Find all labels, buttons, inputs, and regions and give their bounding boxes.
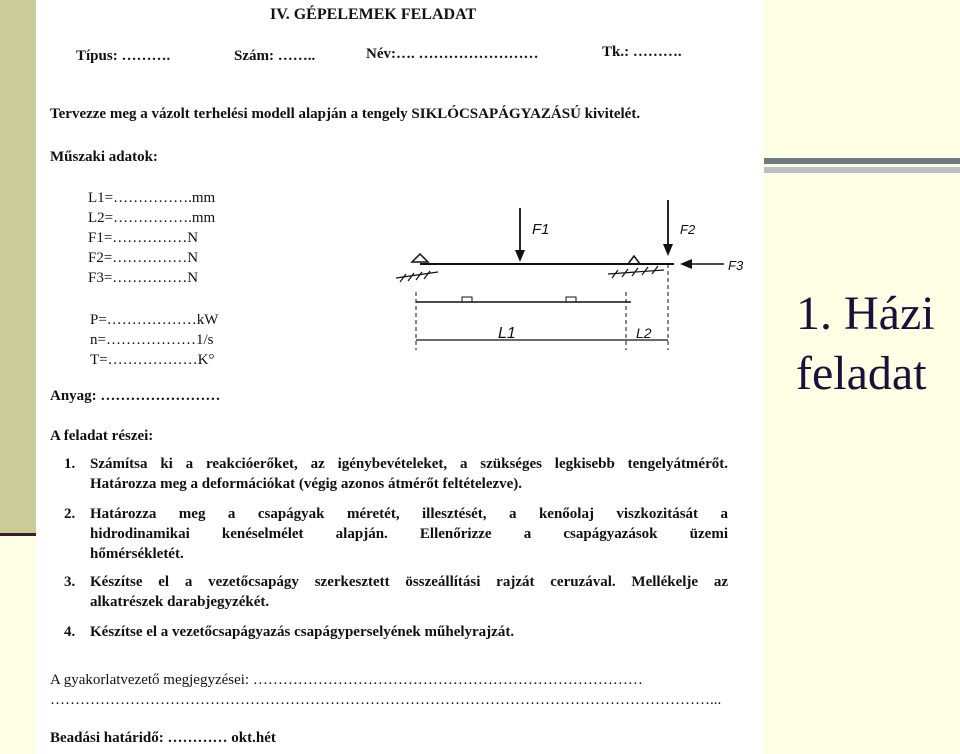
left-support-icon <box>412 254 428 262</box>
spec-l2: L2=…………….mm <box>88 210 216 226</box>
task-line: hőmérsékletét. <box>90 546 184 562</box>
material-field: Anyag: …………………… <box>50 388 221 404</box>
task-line: alkatrészek darabjegyzékét. <box>90 594 270 610</box>
f2-label: F2 <box>680 222 696 237</box>
field-szam: Szám: …….. <box>234 48 316 64</box>
task-item <box>64 504 728 564</box>
task-number: 2. <box>64 506 76 522</box>
task-item <box>64 572 728 612</box>
keyway-mark-right-icon <box>566 297 576 302</box>
task-number: 1. <box>64 456 76 472</box>
task-line: hidrodinamikai kenéselmélet alapján. Ellenőrizze a csapágyazások üzemi <box>90 526 728 542</box>
l1-label: L1 <box>498 325 516 342</box>
right-support-icon <box>628 256 640 264</box>
left-ground-hatch-icon <box>396 271 438 282</box>
l2-label: L2 <box>636 325 652 341</box>
task-line: Határozza meg a csapágyak méretét, illesztését, a kenőolaj viszkozitását a <box>90 506 728 522</box>
slide-title <box>796 284 960 404</box>
left-decor-line <box>0 533 36 536</box>
task-line: Készítse el a vezetőcsapágyazás csapágyperselyének műhelyrajzát. <box>90 624 515 640</box>
f3-arrowhead-icon <box>680 259 692 269</box>
slide-title-line: 1. Házi <box>796 287 935 340</box>
f3-label: F3 <box>728 258 744 273</box>
spec-p: P=………………kW <box>90 312 219 328</box>
task-line: Számítsa ki a reakcióerőket, az igénybevételeket, a szükséges legkisebb tengelyátmérőt. <box>90 456 728 472</box>
spec-list-2 <box>90 310 218 370</box>
remarks-field: A gyakorlatvezető megjegyzései: …………………………………………………………………… <box>50 672 643 688</box>
task-item <box>64 622 728 642</box>
task-line: Határozza meg a deformációkat (végig azonos átmérőt feltételezve). <box>90 476 523 492</box>
right-ground-hatch-icon <box>608 266 664 278</box>
f1-label: F1 <box>532 221 550 238</box>
task-item <box>64 454 728 494</box>
load-model-diagram <box>346 200 746 360</box>
field-nev: Név:…. …………………… <box>366 46 539 62</box>
spec-t: T=………………K° <box>90 352 215 368</box>
f1-arrowhead-icon <box>515 250 525 262</box>
technical-heading: Műszaki adatok: <box>50 149 158 165</box>
spec-f3: F3=……………N <box>88 270 199 286</box>
intro-text: Tervezze meg a vázolt terhelési modell alapján a tengely SIKLÓCSAPÁGYAZÁSÚ kivitelét. <box>50 106 641 122</box>
spec-f2: F2=……………N <box>88 250 199 266</box>
task-number: 3. <box>64 574 76 590</box>
spec-f1: F1=……………N <box>88 230 199 246</box>
slide-title-line: feladat <box>796 347 927 400</box>
field-tipus: Típus: ………. <box>76 48 171 64</box>
spec-n: n=………………1/s <box>90 332 214 348</box>
title-rule-light <box>764 167 960 173</box>
task-line: Készítse el a vezetőcsapágy szerkesztett összeállítási rajzát ceruzával. Mellékelje az <box>90 574 728 590</box>
tasks-heading: A feladat részei: <box>50 428 154 444</box>
f2-arrowhead-icon <box>663 244 673 256</box>
document-heading: IV. GÉPELEMEK FELADAT <box>270 6 477 23</box>
spec-l1: L1=…………….mm <box>88 190 216 206</box>
task-number: 4. <box>64 624 76 640</box>
scanned-assignment-sheet <box>36 0 762 754</box>
remarks-continuation: ……………………………………………………………………………………………………………………... <box>50 692 722 708</box>
left-decor-band <box>0 0 36 536</box>
deadline-field: Beadási határidő: ………… okt.hét <box>50 730 276 746</box>
title-rule-dark <box>764 158 960 164</box>
field-tk: Tk.: ………. <box>602 44 682 60</box>
keyway-mark-left-icon <box>462 297 472 302</box>
spec-list <box>88 188 215 288</box>
